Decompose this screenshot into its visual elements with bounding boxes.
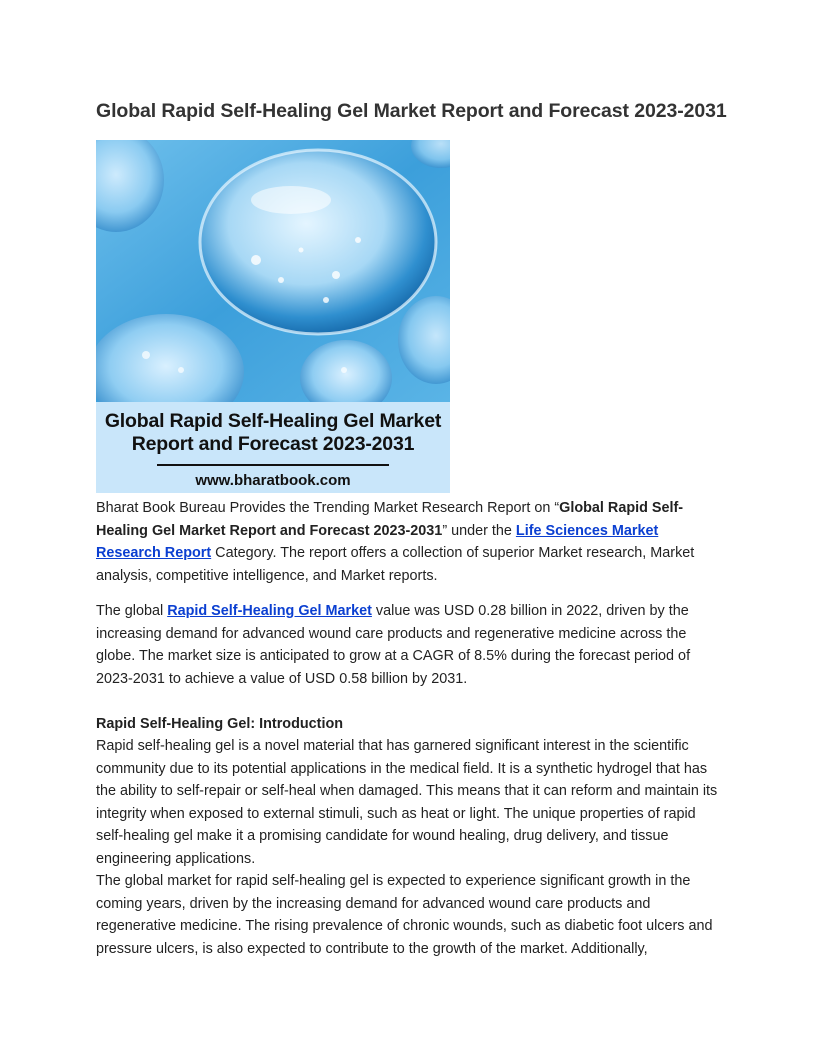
banner-divider (157, 464, 389, 466)
gel-droplets-image (96, 140, 450, 402)
category-link[interactable]: Life Sciences Market Research Report (96, 522, 659, 561)
section-heading: Rapid Self-Healing Gel: Introduction (96, 716, 344, 732)
market-link[interactable]: Rapid Self-Healing Gel Market (167, 603, 372, 619)
market-paragraph (96, 600, 720, 690)
report-title-inline: Global Rapid Self-Healing Gel Market Report and Forecast 2023-2031 (96, 500, 684, 539)
market-tail: value was USD 0.28 billion in 2022, driven by the increasing demand for advanced wound care products and regenerative medicine across the globe. The market size is anticipated to grow at a CAGR of 8.5% during the forecast period of 2023-2031 to achieve a value of USD 0.58 billion by 2031. (96, 603, 691, 687)
intro-lead: Bharat Book Bureau Provides the Trending Market Research Report on “ (96, 500, 560, 516)
banner-title-line-2: Report and Forecast 2023-2031 (131, 433, 415, 455)
banner-title-line-1: Global Rapid Self-Healing Gel Market (104, 410, 442, 432)
report-banner (96, 140, 450, 493)
intro-tail: Category. The report offers a collection of superior Market research, Market analysis, competitive intelligence, and Market reports. (96, 545, 695, 584)
intro-paragraph (96, 497, 720, 587)
market-lead: The global (96, 603, 168, 619)
intro-middle: ” under the (442, 522, 516, 539)
page-title: Global Rapid Self-Healing Gel Market Report and Forecast 2023-2031 (96, 100, 727, 122)
banner-url: www.bharatbook.com (195, 472, 351, 489)
introduction-paragraph-2: The global market for rapid self-healing gel is expected to experience significant growth in the coming years, driven by the increasing demand for advanced wound care products and regenerative medicine. The rising prevalence of chronic wounds, such as diabetic foot ulcers and pressure ulcers, is also expected to contribute to the growth of the market. Additionally, (96, 873, 713, 957)
introduction-paragraph-1: Rapid self-healing gel is a novel material that has garnered significant interest in the scientific community due to its potential applications in the medical field. It is a synthetic hydrogel that has the ability to self-repair or self-heal when damaged. This means that it can reform and maintain its integrity when exposed to external stimuli, such as heat or light. The unique properties of rapid self-healing gel make it a promising candidate for wound healing, drug delivery, and tissue engineering applications. (96, 738, 718, 867)
banner-caption (96, 402, 450, 493)
